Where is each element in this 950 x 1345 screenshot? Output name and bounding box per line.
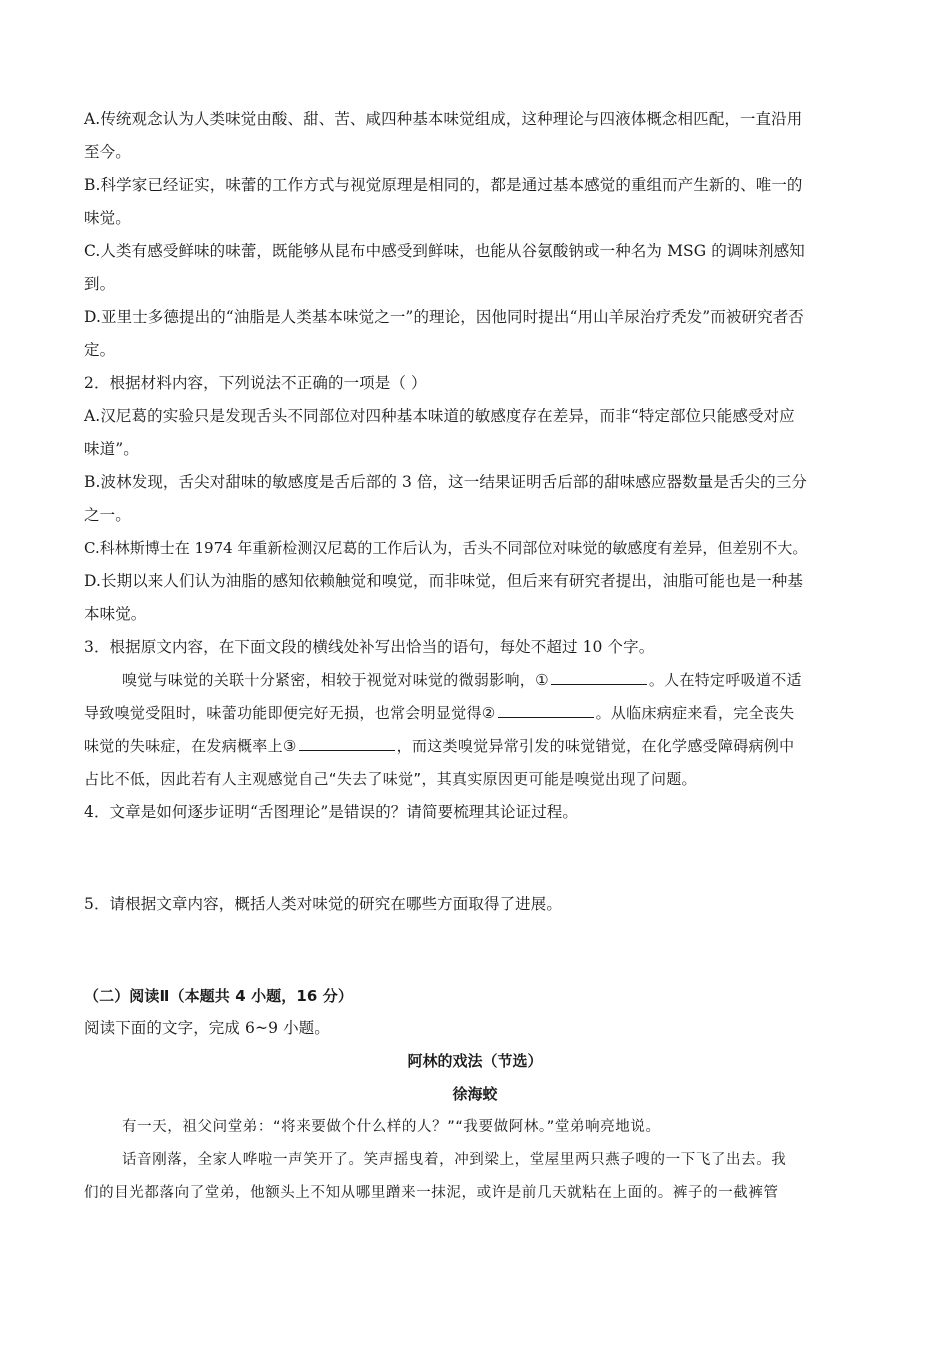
blank-1[interactable] (551, 670, 647, 685)
section-2-heading: （二）阅读Ⅱ（本题共 4 小题，16 分） (84, 987, 353, 1005)
question-5-stem: 5．请根据文章内容，概括人类对味觉的研究在哪些方面取得了进展。 (84, 895, 562, 913)
q2-option-c: C.科林斯博士在 1974 年重新检测汉尼葛的工作后认为，舌头不同部位对味觉的敏感度有差异，但差别不大。 (84, 539, 808, 557)
question-4-stem: 4．文章是如何逐步证明“舌图理论”是错误的？请简要梳理其论证过程。 (84, 803, 579, 821)
q3-passage-line3: 味觉的失味症，在发病概率上③ ，而这类嗅觉异常引发的味觉错觉，在化学感受障碍病例中 (84, 737, 795, 755)
story-paragraph-1: 有一天，祖父问堂弟：“将来要做个什么样的人？”“我要做阿林。”堂弟响亮地说。 (122, 1119, 661, 1135)
q2-option-a-line1: A.汉尼葛的实验只是发现舌头不同部位对四种基本味道的敏感度存在差异，而非“特定部位只能感受对应 (84, 407, 795, 425)
q2-option-b-line1: B.波林发现，舌尖对甜味的敏感度是舌后部的 3 倍，这一结果证明舌后部的甜味感应器数量是舌尖的三分 (84, 473, 807, 491)
q3-passage-line4: 占比不低，因此若有人主观感觉自己“失去了味觉”，其真实原因更可能是嗅觉出现了问题。 (84, 770, 697, 788)
story-paragraph-2-line1: 话音刚落，全家人哗啦一声笑开了。笑声摇曳着，冲到梁上，堂屋里两只燕子嗖的一下飞了出去。我 (122, 1152, 787, 1168)
blank-3[interactable] (299, 736, 395, 751)
story-title: 阿林的戏法（节选） (407, 1052, 543, 1070)
section-2-instruction: 阅读下面的文字，完成 6~9 小题。 (84, 1019, 330, 1037)
q3-passage-line2: 导致嗅觉受阻时，味蕾功能即便完好无损，也常会明显觉得② 。从临床病症来看，完全丧失 (84, 704, 795, 722)
q1-option-b-line2: 味觉。 (84, 209, 131, 227)
blank-2[interactable] (498, 703, 594, 718)
q2-option-d-line2: 本味觉。 (84, 605, 147, 623)
q1-option-c-line1: C.人类有感受鲜味的味蕾，既能够从昆布中感受到鲜味，也能从谷氨酸钠或一种名为 MSG 的调味剂感知 (84, 242, 805, 260)
story-author: 徐海蛟 (452, 1085, 498, 1103)
q2-option-a-line2: 味道”。 (84, 440, 139, 458)
question-3-stem: 3．根据原文内容，在下面文段的横线处补写出恰当的语句，每处不超过 10 个字。 (84, 638, 655, 656)
q1-option-a-line2: 至今。 (84, 143, 131, 161)
q1-option-b-line1: B.科学家已经证实，味蕾的工作方式与视觉原理是相同的，都是通过基本感觉的重组而产生新的、唯一的 (84, 176, 803, 194)
q2-option-b-line2: 之一。 (84, 506, 131, 524)
q1-option-a-line1: A.传统观念认为人类味觉由酸、甜、苦、咸四种基本味觉组成，这种理论与四液体概念相匹配，一直沿用 (84, 110, 803, 128)
question-2-stem: 2．根据材料内容，下列说法不正确的一项是（ ） (84, 374, 427, 392)
q1-option-c-line2: 到。 (84, 275, 116, 293)
q1-option-d-line2: 定。 (84, 341, 116, 359)
q1-option-d-line1: D.亚里士多德提出的“油脂是人类基本味觉之一”的理论，因他同时提出“用山羊尿治疗秃发”而被研究者否 (84, 308, 804, 326)
q2-option-d-line1: D.长期以来人们认为油脂的感知依赖触觉和嗅觉，而非味觉，但后来有研究者提出，油脂可能也是一种基 (84, 572, 804, 590)
story-paragraph-2-line2: 们的目光都落向了堂弟，他额头上不知从哪里蹭来一抹泥，或许是前几天就粘在上面的。裤子的一截裤管 (84, 1185, 779, 1201)
q3-passage-line1: 嗅觉与味觉的关联十分紧密，相较于视觉对味觉的微弱影响，① 。人在特定呼吸道不适 (122, 671, 802, 689)
